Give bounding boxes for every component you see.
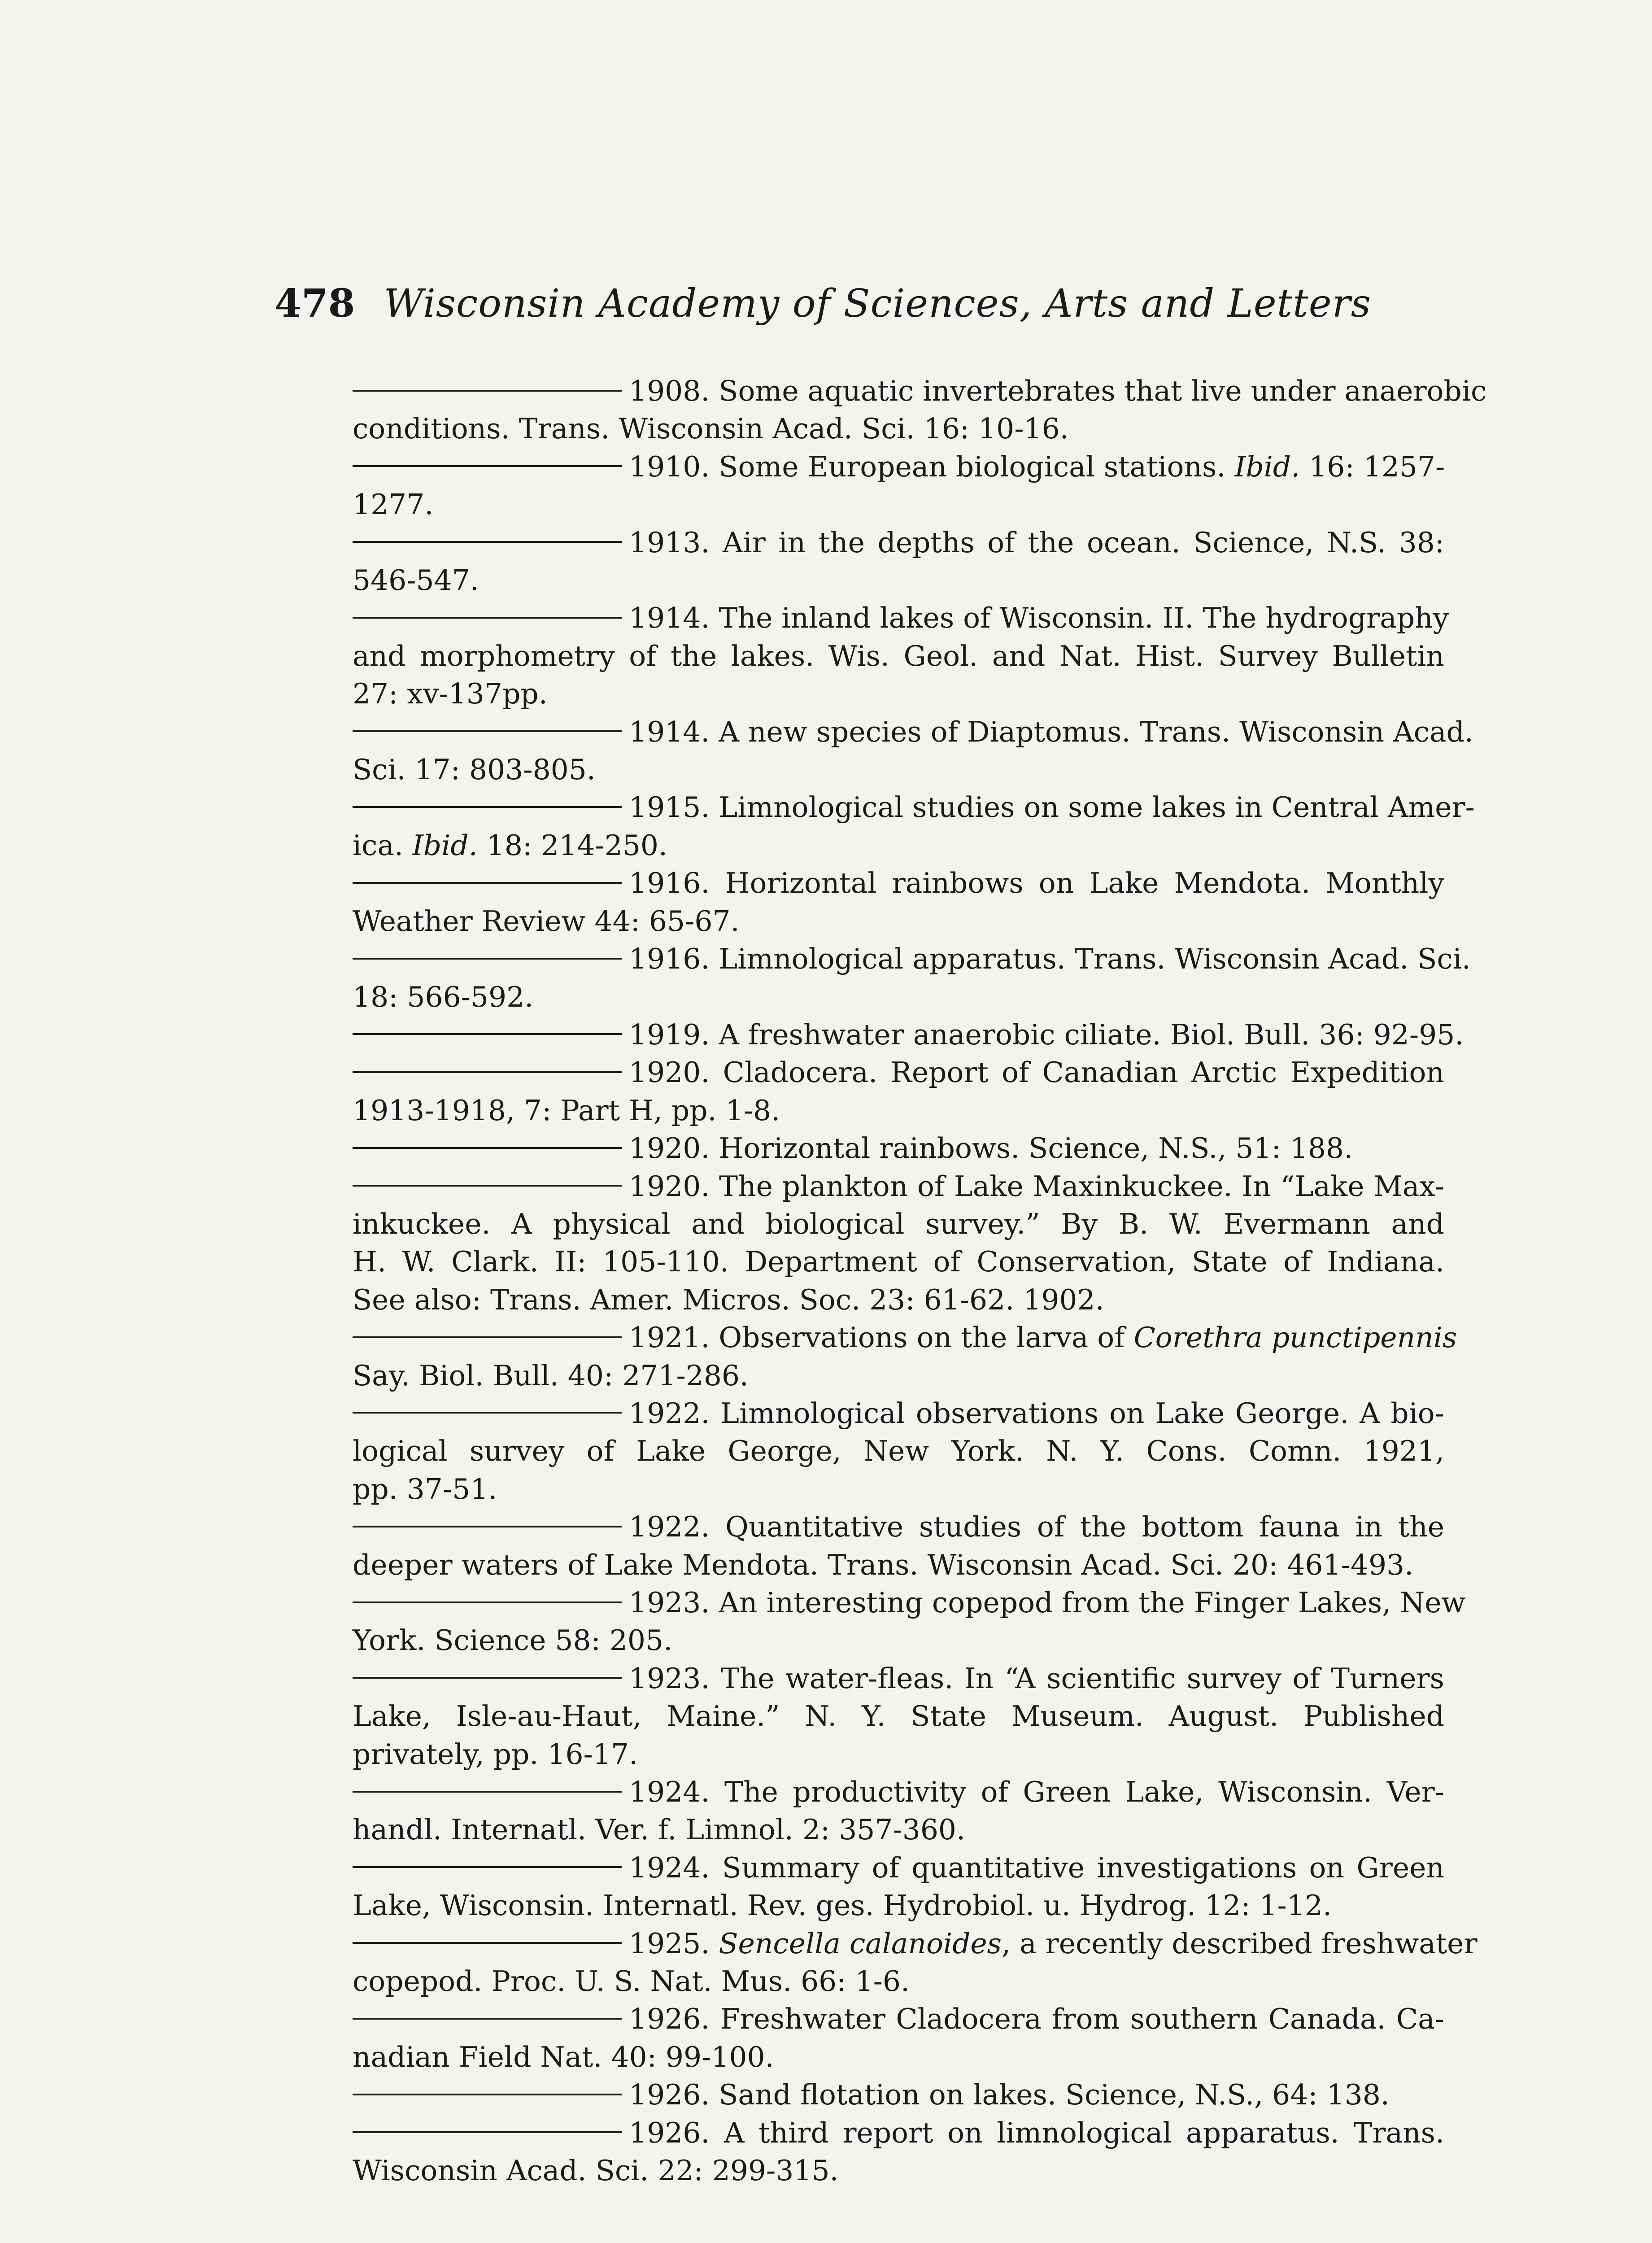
ditto-rule [353,730,622,732]
reference-text: 1922. Quantitative studies of the bottom fauna in the [629,1510,1444,1544]
reference-text: 1924. The productivity of Green Lake, Wisconsin. Ver- [629,1776,1444,1809]
reference-entry [354,448,1444,524]
reference-first-line [354,940,1471,978]
reference-continuation-line: 27: xv-137pp. [353,677,548,711]
reference-continuation-line: Lake, Wisconsin. Internatl. Rev. ges. Hydrobiol. u. Hydrog. 12: 1-12. [353,1889,1332,1922]
reference-first-line [354,1508,1444,1546]
ditto-rule [353,882,622,884]
ditto-rule [353,1336,622,1338]
reference-continuation-line: inkuckee. A physical and biological survey.” By B. W. Evermann and [353,1207,1444,1240]
reference-text: 1926. A third report on limnological apparatus. Trans. [629,2116,1444,2149]
reference-continuation-line: conditions. Trans. Wisconsin Acad. Sci. 16: 10-16. [353,412,1069,445]
reference-first-line [354,524,1444,562]
reference-entry [353,713,1473,789]
ditto-rule [353,1033,622,1035]
running-head [275,275,1371,333]
reference-first-line [354,2000,1444,2038]
reference-first-line [354,713,1473,751]
reference-continuation-line: logical survey of Lake George, New York. N. Y. Cons. Comn. 1921, [353,1435,1444,1468]
reference-first-line [354,864,1444,902]
reference-continuation-line: See also: Trans. Amer. Micros. Soc. 23: 61-62. 1902. [353,1283,1104,1316]
reference-entry [353,1925,1478,2001]
reference-list [353,372,1487,2190]
ditto-rule [353,1866,622,1868]
reference-text: 1916. Limnological apparatus. Trans. Wisconsin Acad. Sci. [629,943,1471,976]
reference-first-line [354,1584,1466,1622]
reference-first-line [354,372,1487,410]
reference-entry [353,1584,1466,1660]
reference-text: 1915. Limnological studies on some lakes in Central Amer- [629,791,1475,824]
reference-first-line [354,2076,1444,2114]
reference-entry [353,372,1487,448]
reference-text: 1921. Observations on the larva of Corethra punctipennis [629,1321,1457,1354]
reference-continuation-line: Sci. 17: 803-805. [353,753,596,786]
reference-entry [353,1319,1457,1395]
reference-entry [354,1773,1444,1849]
reference-text: 1924. Summary of quantitative investigations on Green [629,1851,1444,1884]
reference-continuation-line: Lake, Isle-au-Haut, Maine.” N. Y. State Museum. August. Published [353,1700,1444,1733]
reference-continuation-line: Wisconsin Acad. Sci. 22: 299-315. [353,2154,839,2187]
reference-continuation-line: H. W. Clark. II: 105-110. Department of Conservation, State of Indiana. [353,1245,1444,1279]
page-number: 478 [275,281,355,326]
reference-entry [354,1168,1444,1319]
reference-continuation-line: 18: 566-592. [353,980,534,1013]
reference-text: 1914. A new species of Diaptomus. Trans. Wisconsin Acad. [629,715,1473,748]
reference-first-line [354,1849,1444,1887]
reference-continuation-line: and morphometry of the lakes. Wis. Geol. and Nat. Hist. Survey Bulletin [353,639,1444,672]
reference-continuation-line: nadian Field Nat. 40: 99-100. [353,2040,774,2073]
ditto-rule [353,1791,622,1793]
reference-continuation-line: Say. Biol. Bull. 40: 271-286. [353,1359,749,1392]
ditto-rule [353,465,622,467]
journal-title: Wisconsin Academy of Sciences, Arts and Letters [384,281,1371,326]
reference-first-line [354,1130,1444,1167]
reference-first-line [354,1660,1444,1698]
reference-continuation-line: 1913-1918, 7: Part H, pp. 1-8. [353,1094,780,1127]
ditto-rule [353,1185,622,1187]
reference-text: 1910. Some European biological stations. Ibid. 16: 1257- [629,450,1445,483]
reference-text: 1925. Sencella calanoides, a recently described freshwater [629,1927,1478,1960]
reference-first-line [354,448,1444,486]
reference-text: 1913. Air in the depths of the ocean. Science, N.S. 38: [629,526,1444,559]
reference-entry [353,599,1449,713]
reference-entry [354,1660,1444,1773]
reference-continuation-line: York. Science 58: 205. [353,1624,673,1657]
reference-continuation-line: copepod. Proc. U. S. Nat. Mus. 66: 1-6. [353,1965,910,1998]
reference-text: 1920. The plankton of Lake Maxinkuckee. In “Lake Max- [629,1170,1444,1203]
reference-entry [354,1849,1444,1925]
reference-continuation-line: pp. 37-51. [353,1472,497,1506]
reference-text: 1922. Limnological observations on Lake George. A bio- [629,1396,1444,1430]
reference-text: 1920. Cladocera. Report of Canadian Arctic Expedition [629,1056,1444,1089]
ditto-rule [353,1147,622,1149]
reference-entry [354,1016,1464,1054]
reference-text: 1914. The inland lakes of Wisconsin. II. The hydrography [629,602,1449,635]
ditto-rule [353,1602,622,1603]
reference-text: 1923. The water-fleas. In “A scientific survey of Turners [629,1662,1444,1695]
reference-text: 1923. An interesting copepod from the Finger Lakes, New [629,1586,1466,1619]
reference-first-line [354,1773,1444,1811]
ditto-rule [353,1942,622,1944]
reference-first-line [354,1395,1444,1432]
reference-first-line [354,599,1449,637]
reference-first-line [354,2114,1444,2152]
ditto-rule [353,1677,622,1679]
reference-first-line [354,1319,1457,1357]
reference-entry [354,2114,1444,2190]
reference-entry [354,864,1444,940]
reference-continuation-line: Weather Review 44: 65-67. [353,904,740,938]
ditto-rule [353,1526,622,1527]
reference-entry [354,1054,1444,1130]
reference-first-line [354,1054,1444,1091]
ditto-rule [353,541,622,543]
reference-text: 1919. A freshwater anaerobic ciliate. Biol. Bull. 36: 92-95. [629,1018,1464,1051]
ditto-rule [353,958,622,960]
reference-entry [354,1508,1444,1584]
ditto-rule [353,2018,622,2020]
ditto-rule [353,1412,622,1414]
reference-continuation-line: ica. Ibid. 18: 214-250. [353,829,668,862]
ditto-rule [353,390,622,392]
ditto-rule [353,617,622,619]
reference-text: 1926. Sand flotation on lakes. Science, N.S., 64: 138. [629,2078,1390,2112]
reference-continuation-line: handl. Internatl. Ver. f. Limnol. 2: 357-360. [353,1813,966,1846]
reference-first-line [354,1016,1464,1054]
ditto-rule [353,1071,622,1073]
reference-continuation-line: deeper waters of Lake Mendota. Trans. Wisconsin Acad. Sci. 20: 461-493. [353,1548,1414,1581]
reference-continuation-line: 1277. [353,488,434,521]
reference-entry [354,1130,1444,1167]
reference-entry [353,789,1475,864]
reference-first-line [354,789,1475,826]
ditto-rule [353,2094,622,2095]
reference-entry [354,2000,1444,2076]
reference-entry [353,940,1471,1016]
reference-entry [354,1395,1444,1508]
reference-continuation-line: 546-547. [353,564,479,597]
reference-text: 1916. Horizontal rainbows on Lake Mendota. Monthly [629,867,1444,900]
reference-entry [354,2076,1444,2114]
reference-text: 1920. Horizontal rainbows. Science, N.S., 51: 188. [629,1132,1353,1165]
ditto-rule [353,2131,622,2133]
ditto-rule [353,806,622,808]
reference-continuation-line: privately, pp. 16-17. [353,1737,638,1771]
reference-entry [354,524,1444,600]
reference-first-line [354,1168,1444,1205]
reference-first-line [354,1925,1478,1963]
reference-text: 1926. Freshwater Cladocera from southern Canada. Ca- [629,2003,1444,2036]
reference-text: 1908. Some aquatic invertebrates that live under anaerobic [629,375,1487,407]
